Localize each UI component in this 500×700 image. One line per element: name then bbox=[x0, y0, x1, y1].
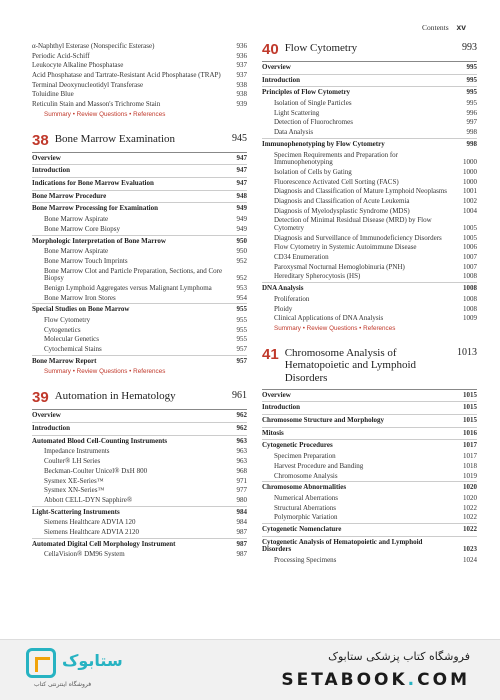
toc-entry[interactable] bbox=[262, 272, 477, 282]
bullet-separator: • bbox=[300, 324, 307, 332]
chapter-heading[interactable] bbox=[262, 347, 477, 385]
toc-entry[interactable] bbox=[262, 452, 477, 462]
toc-entry[interactable] bbox=[262, 427, 477, 440]
entry-title: Bone Marrow Report bbox=[32, 356, 97, 365]
entry-page: 1020 bbox=[463, 493, 477, 502]
entry-page: 954 bbox=[236, 293, 247, 302]
entry-page: 949 bbox=[236, 215, 247, 224]
toc-entry[interactable] bbox=[262, 282, 477, 295]
entry-page: 950 bbox=[236, 236, 247, 245]
toc-entry[interactable] bbox=[32, 345, 247, 355]
toc-entry[interactable] bbox=[32, 90, 247, 100]
entry-page: 987 bbox=[236, 550, 247, 559]
toc-entry[interactable] bbox=[262, 439, 477, 452]
toc-entry[interactable] bbox=[262, 128, 477, 138]
entry-title: Diagnosis and Classification of Acute Leukemia bbox=[274, 196, 410, 205]
chapter-number: 39 bbox=[32, 389, 49, 407]
url-part: COM bbox=[417, 670, 470, 690]
toc-entry[interactable] bbox=[262, 481, 477, 494]
toc-entry[interactable] bbox=[32, 71, 247, 81]
entry-page: 1015 bbox=[463, 390, 477, 399]
entry-page: 984 bbox=[236, 507, 247, 516]
entry-page: 1000 bbox=[463, 177, 477, 186]
entry-title: Numerical Aberrations bbox=[274, 493, 338, 502]
bullet-separator: • bbox=[357, 324, 364, 332]
entry-page: 1024 bbox=[463, 556, 477, 565]
summary-link[interactable]: References bbox=[133, 368, 166, 376]
entry-page: 1023 bbox=[463, 545, 477, 554]
entry-title: Bone Marrow Iron Stores bbox=[44, 293, 116, 302]
toc-entry[interactable] bbox=[262, 74, 477, 87]
entry-page: 984 bbox=[236, 518, 247, 527]
entry-title: Harvest Procedure and Banding bbox=[274, 461, 364, 470]
entry-title: Bone Marrow Aspirate bbox=[44, 215, 109, 224]
toc-entry[interactable] bbox=[32, 257, 247, 267]
entry-page: 938 bbox=[236, 90, 247, 99]
entry-title: Overview bbox=[262, 390, 291, 399]
entry-page: 1020 bbox=[463, 483, 477, 492]
entry-title: Automated Digital Cell Morphology Instrument bbox=[32, 539, 176, 548]
entry-title: CD34 Enumeration bbox=[274, 253, 329, 262]
entry-title: Bone Marrow Aspirate bbox=[44, 247, 109, 256]
entry-page: 1008 bbox=[463, 284, 477, 293]
toc-entry[interactable] bbox=[262, 504, 477, 514]
logo-name: ستابوک bbox=[62, 651, 123, 670]
entry-page: 947 bbox=[236, 179, 247, 188]
entry-title: Siemens Healthcare ADVIA 2120 bbox=[44, 527, 140, 536]
entry-title: Overview bbox=[32, 411, 61, 420]
entry-page: 1005 bbox=[463, 224, 477, 232]
summary-link[interactable]: Summary bbox=[274, 324, 301, 332]
entry-page: 948 bbox=[236, 191, 247, 200]
entry-page: 950 bbox=[236, 247, 247, 256]
entry-title: Principles of Flow Cytometry bbox=[262, 88, 351, 97]
toc-entry[interactable] bbox=[32, 152, 247, 165]
entry-page: 962 bbox=[236, 424, 247, 433]
toc-entry[interactable] bbox=[32, 355, 247, 368]
toc-entry[interactable] bbox=[32, 100, 247, 110]
toc-entry[interactable] bbox=[262, 263, 477, 273]
chapter-title: Chromosome Analysis of Hematopoietic and Lymphoid Disorders bbox=[284, 346, 417, 385]
entry-page: 977 bbox=[236, 486, 247, 495]
entry-page: 952 bbox=[236, 274, 247, 283]
publisher-footer bbox=[0, 639, 500, 700]
entry-page: 937 bbox=[236, 71, 247, 80]
summary-link[interactable]: References bbox=[363, 324, 396, 332]
toc-entry[interactable] bbox=[32, 435, 247, 448]
entry-page: 947 bbox=[236, 153, 247, 162]
toc-entry[interactable] bbox=[32, 538, 247, 551]
toc-entry[interactable] bbox=[262, 187, 477, 197]
entry-page: 995 bbox=[466, 63, 477, 71]
entry-page: 1001 bbox=[463, 187, 477, 196]
toc-entry[interactable] bbox=[32, 447, 247, 457]
chapter-summary-links[interactable] bbox=[32, 110, 247, 123]
entry-page: 998 bbox=[466, 139, 477, 148]
entry-title: Chromosome Analysis bbox=[274, 471, 338, 480]
entry-title: Benign Lymphoid Aggregates versus Malignant Lymphoma bbox=[44, 283, 212, 292]
entry-title: Clinical Applications of DNA Analysis bbox=[274, 314, 384, 323]
header-page-number: xv bbox=[456, 22, 466, 32]
entry-title: Structural Aberrations bbox=[274, 503, 337, 512]
toc-entry[interactable] bbox=[262, 513, 477, 523]
entry-title: Ploidy bbox=[274, 304, 293, 313]
entry-title: Bone Marrow Procedure bbox=[32, 191, 107, 200]
entry-title: Data Analysis bbox=[274, 128, 314, 137]
logo-tagline: فروشگاه اینترنتی کتاب bbox=[34, 681, 92, 688]
toc-entry[interactable] bbox=[262, 536, 477, 556]
toc-entry[interactable] bbox=[262, 86, 477, 99]
summary-link[interactable]: Review Questions bbox=[306, 324, 358, 332]
toc-entry[interactable] bbox=[32, 42, 247, 52]
entry-title: Special Studies on Bone Marrow bbox=[32, 305, 130, 314]
entry-page: 998 bbox=[466, 128, 477, 137]
bullet-separator: • bbox=[127, 368, 134, 376]
entry-page: 953 bbox=[236, 283, 247, 292]
summary-link[interactable]: References bbox=[133, 110, 166, 118]
entry-page: 1000 bbox=[463, 167, 477, 176]
entry-title: Specimen Requirements and Preparation for Immunophenotyping bbox=[274, 150, 399, 167]
entry-title: Bone Marrow Processing for Examination bbox=[32, 204, 158, 213]
entry-title: Immunophenotyping by Flow Cytometry bbox=[262, 139, 385, 148]
toc-entry[interactable] bbox=[262, 109, 477, 119]
entry-page: 957 bbox=[236, 356, 247, 365]
left-column bbox=[32, 42, 247, 560]
entry-page: 980 bbox=[236, 495, 247, 504]
entry-title: Processing Specimens bbox=[274, 556, 337, 565]
toc-entry[interactable] bbox=[262, 99, 477, 109]
running-header bbox=[422, 22, 466, 32]
toc-entry[interactable] bbox=[32, 52, 247, 62]
entry-title: Proliferation bbox=[274, 294, 310, 303]
chapter-summary-links[interactable] bbox=[262, 324, 477, 337]
summary-link[interactable]: Review Questions bbox=[76, 110, 128, 118]
entry-page: 996 bbox=[466, 108, 477, 117]
toc-entry[interactable] bbox=[32, 422, 247, 435]
entry-page: 949 bbox=[236, 224, 247, 233]
toc-entry[interactable] bbox=[262, 61, 477, 74]
toc-entry[interactable] bbox=[262, 138, 477, 151]
entry-title: Specimen Preparation bbox=[274, 452, 336, 461]
entry-page: 1017 bbox=[463, 441, 477, 450]
entry-title: Hereditary Spherocytosis (HS) bbox=[274, 272, 361, 281]
entry-title: Detection of Fluorochromes bbox=[274, 118, 353, 127]
entry-title: Mitosis bbox=[262, 428, 284, 437]
entry-title: Paroxysmal Nocturnal Hemoglobinuria (PNH) bbox=[274, 262, 405, 271]
entry-page: 963 bbox=[236, 447, 247, 456]
entry-title: Introduction bbox=[32, 166, 70, 175]
shop-text: فروشگاه کتاب پزشکی ستابوک bbox=[328, 650, 470, 663]
entry-title: Overview bbox=[32, 153, 61, 162]
entry-page: 1008 bbox=[463, 294, 477, 303]
entry-title: Siemens Healthcare ADVIA 120 bbox=[44, 518, 136, 527]
toc-entry[interactable] bbox=[262, 494, 477, 504]
entry-title: Flow Cytometry in Systemic Autoimmune Disease bbox=[274, 243, 417, 252]
entry-page: 963 bbox=[236, 457, 247, 466]
toc-entry[interactable] bbox=[32, 164, 247, 177]
toc-entry[interactable] bbox=[262, 523, 477, 536]
chapter-number: 40 bbox=[262, 41, 279, 58]
url-part: SETABOOK bbox=[281, 670, 408, 690]
entry-title: Light-Scattering Instruments bbox=[32, 507, 120, 516]
toc-entry[interactable] bbox=[262, 243, 477, 253]
entry-page: 1022 bbox=[463, 513, 477, 522]
entry-title: Coulter® LH Series bbox=[44, 457, 101, 466]
entry-page: 971 bbox=[236, 476, 247, 485]
toc-entry[interactable] bbox=[262, 414, 477, 427]
entry-title: Cytogenetic Nomenclature bbox=[262, 524, 342, 533]
entry-title: Isolation of Cells by Gating bbox=[274, 167, 352, 176]
entry-page: 1000 bbox=[463, 158, 477, 167]
entry-page: 955 bbox=[236, 325, 247, 334]
header-label: Contents bbox=[421, 23, 449, 32]
entry-page: 995 bbox=[466, 99, 477, 108]
entry-page: 955 bbox=[236, 335, 247, 344]
entry-page: 1007 bbox=[463, 262, 477, 271]
entry-title: Detection of Minimal Residual Disease (MRD) by Flow Cytometry bbox=[274, 216, 432, 232]
toc-entry[interactable] bbox=[32, 190, 247, 203]
entry-title: Cytochemical Stains bbox=[44, 345, 102, 354]
toc-entry[interactable] bbox=[32, 457, 247, 467]
entry-page: 1008 bbox=[463, 304, 477, 313]
entry-title: Automated Blood Cell-Counting Instruments bbox=[32, 436, 168, 445]
toc-entry[interactable] bbox=[32, 267, 247, 284]
entry-page: 939 bbox=[236, 100, 247, 109]
toc-entry[interactable] bbox=[32, 303, 247, 316]
entry-title: Abbott CELL-DYN Sapphire® bbox=[44, 495, 133, 504]
entry-page: 1002 bbox=[463, 196, 477, 205]
toc-entry[interactable] bbox=[32, 202, 247, 215]
toc-entry[interactable] bbox=[262, 168, 477, 178]
entry-title: Molecular Genetics bbox=[44, 335, 100, 344]
entry-page: 1022 bbox=[463, 503, 477, 512]
entry-title: Toluidine Blue bbox=[32, 90, 74, 99]
entry-title: Bone Marrow Core Biopsy bbox=[44, 224, 121, 233]
toc-entry[interactable] bbox=[262, 207, 477, 217]
entry-page: 968 bbox=[236, 466, 247, 475]
entry-title: Acid Phosphatase and Tartrate-Resistant Acid Phosphatase (TRAP) bbox=[32, 71, 221, 80]
entry-title: CellaVision® DM96 System bbox=[44, 550, 125, 559]
toc-entry[interactable] bbox=[32, 247, 247, 257]
entry-title: α-Naphthyl Esterase (Nonspecific Esterase) bbox=[32, 42, 155, 50]
entry-page: 955 bbox=[236, 316, 247, 325]
toc-entry[interactable] bbox=[32, 61, 247, 71]
entry-title: Diagnosis and Surveillance of Immunodeficiency Disorders bbox=[274, 233, 442, 242]
entry-title: Introduction bbox=[32, 424, 70, 433]
entry-title: Cytogenetic Procedures bbox=[262, 441, 333, 450]
toc-entry[interactable] bbox=[32, 496, 247, 506]
toc-entry[interactable] bbox=[262, 253, 477, 263]
summary-link[interactable]: Summary bbox=[44, 368, 71, 376]
entry-page: 1015 bbox=[463, 403, 477, 412]
toc-entry[interactable] bbox=[32, 506, 247, 519]
toc-entry[interactable] bbox=[32, 177, 247, 190]
toc-entry[interactable] bbox=[32, 528, 247, 538]
entry-title: Beckman-Coulter Unicel® DxH 800 bbox=[44, 466, 148, 475]
toc-entry[interactable] bbox=[262, 314, 477, 324]
bullet-separator: • bbox=[70, 110, 77, 118]
entry-title: Introduction bbox=[262, 403, 300, 412]
entry-title: Sysmex XN-Series™ bbox=[44, 486, 105, 495]
entry-page: 962 bbox=[236, 411, 247, 420]
toc-entry[interactable] bbox=[32, 335, 247, 345]
entry-page: 987 bbox=[236, 527, 247, 536]
entry-page: 1007 bbox=[463, 253, 477, 262]
toc-entry[interactable] bbox=[262, 472, 477, 482]
entry-title: Indications for Bone Marrow Evaluation bbox=[32, 179, 154, 188]
right-column bbox=[262, 42, 477, 566]
chapter-page: 945 bbox=[232, 132, 247, 144]
summary-link[interactable]: Summary bbox=[44, 110, 71, 118]
entry-page: 949 bbox=[236, 204, 247, 213]
logo-mark-icon bbox=[26, 648, 56, 678]
chapter-summary-links[interactable] bbox=[32, 367, 247, 380]
toc-entry[interactable] bbox=[262, 197, 477, 207]
toc-entry[interactable] bbox=[32, 550, 247, 560]
entry-page: 995 bbox=[466, 75, 477, 84]
entry-title: Periodic Acid-Schiff bbox=[32, 51, 90, 60]
entry-page: 936 bbox=[236, 51, 247, 60]
chapter-title: Automation in Hematology bbox=[54, 390, 176, 403]
entry-page: 937 bbox=[236, 61, 247, 70]
chapter-heading[interactable] bbox=[262, 42, 477, 57]
entry-title: DNA Analysis bbox=[262, 284, 304, 293]
toc-entry[interactable] bbox=[262, 151, 477, 168]
entry-page: 1019 bbox=[463, 471, 477, 480]
chapter-page: 1013 bbox=[457, 346, 477, 358]
toc-entry[interactable] bbox=[32, 486, 247, 496]
toc-entry[interactable] bbox=[32, 294, 247, 304]
setabook-logo[interactable] bbox=[26, 648, 126, 692]
entry-page: 1017 bbox=[463, 452, 477, 461]
entry-title: Chromosome Structure and Morphology bbox=[262, 416, 385, 425]
entry-page: 1004 bbox=[463, 206, 477, 215]
entry-title: Cytogenetic Analysis of Hematopoietic and Lymphoid Disorders bbox=[262, 537, 423, 554]
summary-link[interactable]: Review Questions bbox=[76, 368, 128, 376]
toc-entry[interactable] bbox=[32, 326, 247, 336]
chapter-number: 38 bbox=[32, 131, 49, 149]
entry-page: 987 bbox=[236, 539, 247, 548]
entry-page: 995 bbox=[466, 88, 477, 97]
bullet-separator: • bbox=[127, 110, 134, 118]
entry-title: Leukocyte Alkaline Phosphatase bbox=[32, 61, 124, 70]
entry-title: Morphologic Interpretation of Bone Marrow bbox=[32, 236, 166, 245]
entry-title: Light Scattering bbox=[274, 108, 320, 117]
entry-page: 955 bbox=[236, 305, 247, 314]
entry-title: Overview bbox=[262, 63, 291, 71]
entry-title: Sysmex XE-Series™ bbox=[44, 476, 104, 485]
chapter-heading[interactable] bbox=[32, 390, 247, 405]
entry-title: Diagnosis and Classification of Mature Lymphoid Neoplasms bbox=[274, 187, 448, 196]
chapter-page: 961 bbox=[232, 390, 247, 402]
entry-page: 963 bbox=[236, 436, 247, 445]
entry-title: Impedance Instruments bbox=[44, 447, 110, 456]
entry-title: Bone Marrow Clot and Particle Preparation, Sections, and Core Biopsy bbox=[44, 266, 223, 283]
entry-page: 1018 bbox=[463, 461, 477, 470]
chapter-title: Bone Marrow Examination bbox=[54, 132, 176, 145]
entry-page: 1016 bbox=[463, 428, 477, 437]
toc-entry[interactable] bbox=[262, 401, 477, 414]
toc-entry[interactable] bbox=[32, 477, 247, 487]
chapter-number: 41 bbox=[262, 345, 279, 363]
toc-entry[interactable] bbox=[262, 216, 477, 233]
entry-page: 936 bbox=[236, 42, 247, 50]
entry-page: 1022 bbox=[463, 524, 477, 533]
toc-entry[interactable] bbox=[32, 215, 247, 225]
toc-entry[interactable] bbox=[32, 409, 247, 422]
entry-page: 957 bbox=[236, 345, 247, 354]
toc-entry[interactable] bbox=[262, 462, 477, 472]
entry-title: Fluorescence Activated Cell Sorting (FACS) bbox=[274, 177, 399, 186]
entry-title: Chromosome Abnormalities bbox=[262, 483, 347, 492]
toc-entry[interactable] bbox=[262, 556, 477, 566]
entry-page: 997 bbox=[466, 118, 477, 127]
entry-title: Polymorphic Variation bbox=[274, 513, 338, 522]
entry-title: Diagnosis of Myelodysplastic Syndrome (MDS) bbox=[274, 206, 410, 215]
chapter-page: 993 bbox=[462, 42, 477, 53]
toc-entry[interactable] bbox=[32, 284, 247, 294]
entry-page: 1015 bbox=[463, 416, 477, 425]
entry-page: 938 bbox=[236, 80, 247, 89]
toc-entry[interactable] bbox=[32, 467, 247, 477]
entry-page: 947 bbox=[236, 166, 247, 175]
toc-entry[interactable] bbox=[262, 305, 477, 315]
toc-entry[interactable] bbox=[262, 389, 477, 402]
entry-title: Reticulin Stain and Masson's Trichrome Stain bbox=[32, 100, 161, 109]
url-dot: . bbox=[407, 670, 418, 690]
entry-title: Flow Cytometry bbox=[44, 316, 91, 325]
toc-entry[interactable] bbox=[32, 316, 247, 326]
entry-title: Cytogenetics bbox=[44, 325, 81, 334]
entry-title: Bone Marrow Touch Imprints bbox=[44, 256, 128, 265]
entry-page: 1005 bbox=[463, 233, 477, 242]
toc-entry[interactable] bbox=[262, 234, 477, 244]
chapter-title: Flow Cytometry bbox=[284, 42, 358, 54]
toc-entry[interactable] bbox=[32, 235, 247, 248]
chapter-heading[interactable] bbox=[32, 133, 247, 148]
toc-entry[interactable] bbox=[32, 81, 247, 91]
entry-page: 1006 bbox=[463, 243, 477, 252]
entry-page: 1009 bbox=[463, 314, 477, 323]
entry-title: Terminal Deoxynucleotidyl Transferase bbox=[32, 80, 144, 89]
entry-page: 952 bbox=[236, 256, 247, 265]
entry-title: Isolation of Single Particles bbox=[274, 99, 352, 108]
website-url[interactable] bbox=[281, 670, 470, 690]
toc-entry[interactable] bbox=[32, 518, 247, 528]
toc-entry[interactable] bbox=[32, 225, 247, 235]
entry-title: Introduction bbox=[262, 75, 300, 84]
toc-entry[interactable] bbox=[262, 118, 477, 128]
toc-entry[interactable] bbox=[262, 178, 477, 188]
entry-page: 1008 bbox=[463, 272, 477, 281]
toc-entry[interactable] bbox=[262, 295, 477, 305]
bullet-separator: • bbox=[70, 368, 77, 376]
